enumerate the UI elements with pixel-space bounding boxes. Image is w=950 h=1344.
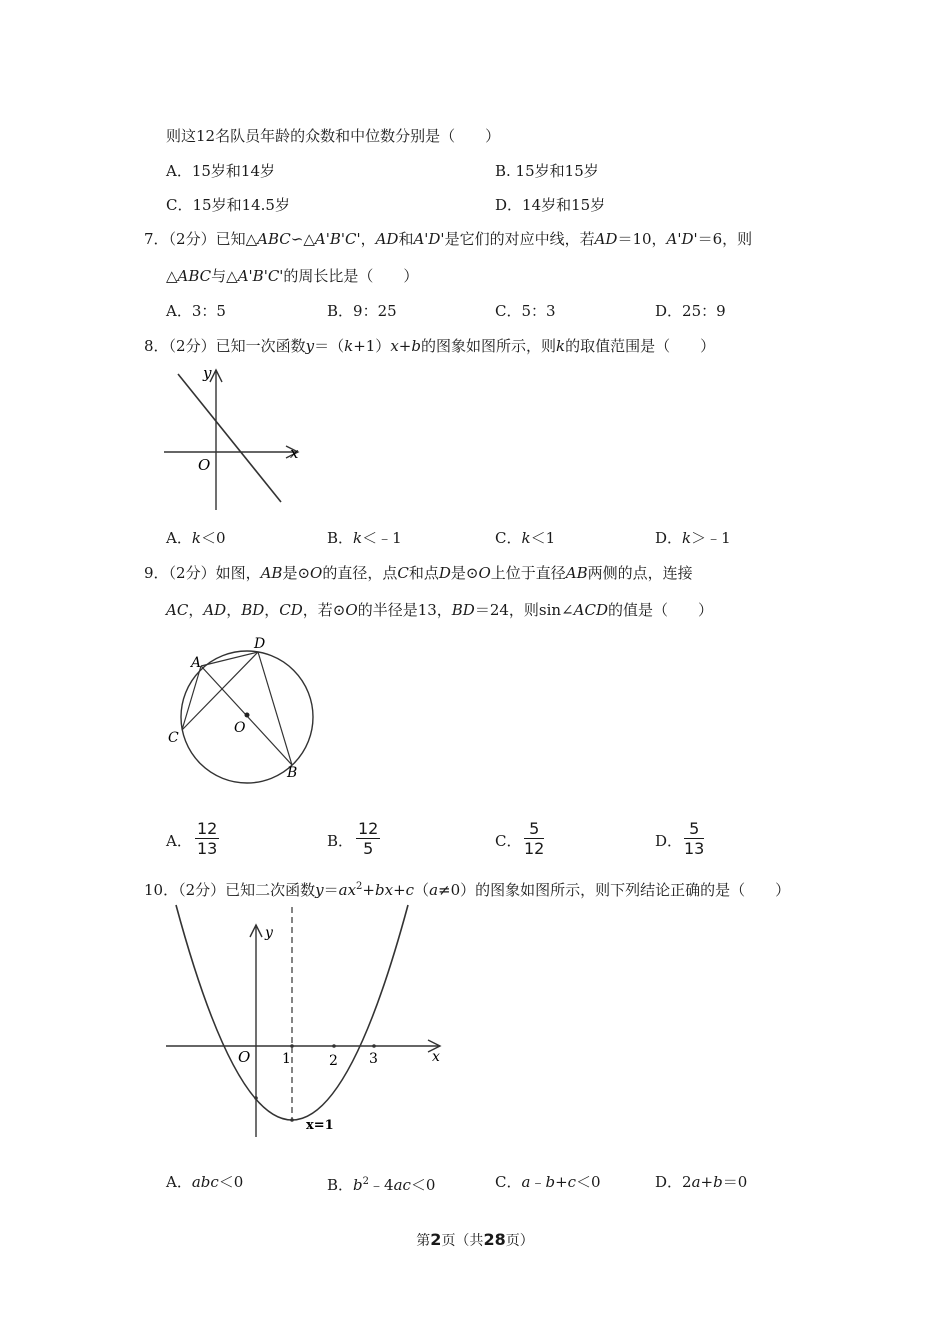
q8-option-d: D．k＞﹣1: [655, 529, 731, 547]
q9-option-b-fraction: $\frac{12}{5}$: [358, 819, 379, 858]
q9-option-b-label: B．: [327, 832, 354, 850]
q6-option-a: A．15岁和14岁: [166, 162, 276, 180]
q9-stem-line2: AC，AD，BD，CD，若⊙O的半径是13，BD＝24，则sin∠ACD的值是（ ）: [166, 601, 714, 619]
q6-option-d: D．14岁和15岁: [495, 196, 606, 214]
q10-tick-label-1: 1: [282, 1051, 291, 1067]
q9-option-d-fraction: $\frac{5}{13}$: [684, 819, 705, 858]
q10-x-label: x: [432, 1049, 440, 1065]
q10-symmetry-label: x=1: [306, 1118, 334, 1133]
q8-stem: 8．（2分）已知一次函数y＝（k+1）x+b的图象如图所示，则k的取值范围是（ ）: [144, 337, 716, 355]
q10-stem: 10．（2分）已知二次函数$y=ax^2+bx+c(a\ne 0)$的图象如图所示，则下列结论正确的是（ ）: [144, 881, 791, 899]
q6-stem: 则这12名队员年龄的众数和中位数分别是（ ）: [166, 127, 501, 145]
q9-label-d: D: [254, 636, 266, 652]
page-number: 2: [430, 1230, 442, 1249]
q7-option-a: A．3：5: [166, 302, 226, 320]
q9-label-b: B: [287, 765, 298, 781]
page-total: 28: [483, 1230, 506, 1249]
q10-option-c: C．a﹣b+c＜0: [495, 1173, 601, 1191]
q7-stem-line1: 7．（2分）已知△ABC∽△A'B'C'，AD和A'D'是它们的对应中线，若AD＝10，A'D'＝6，则: [144, 230, 753, 248]
q8-origin-label: O: [198, 456, 211, 474]
q9-option-c-label: C．: [495, 832, 522, 850]
q9-label-o: O: [234, 720, 246, 736]
q10-option-a: A．abc＜0: [166, 1173, 244, 1191]
q10-option-b: B．$b^2﹣4ac<0$: [327, 1176, 436, 1194]
q9-chord-ad: [201, 652, 258, 666]
q9-label-a: A: [191, 655, 202, 671]
q9-center-dot: [245, 713, 250, 718]
q10-origin-label: O: [238, 1048, 251, 1066]
q10-option-d: D．2a+b＝0: [655, 1173, 748, 1191]
q9-option-a-label: A．: [166, 832, 192, 850]
q10-parabola-graph: [160, 905, 450, 1145]
q10-y-intercept: [254, 1096, 258, 1100]
q9-chord-bd: [258, 652, 292, 765]
q6-option-b: B. 15岁和15岁: [495, 162, 599, 180]
q6-option-c: C．15岁和14.5岁: [166, 196, 290, 214]
q8-y-label: y: [203, 364, 212, 382]
q8-x-label: x: [290, 444, 299, 462]
q9-label-c: C: [168, 730, 179, 746]
q8-function-line: [178, 374, 281, 502]
q8-option-a: A．k＜0: [166, 529, 226, 547]
q7-stem-line2: △ABC与△A'B'C'的周长比是（ ）: [166, 267, 419, 285]
q8-option-c: C．k＜1: [495, 529, 556, 547]
q7-option-c: C．5：3: [495, 302, 556, 320]
q8-linear-graph: [160, 362, 310, 512]
q10-tick-label-2: 2: [329, 1053, 338, 1069]
q9-option-a-fraction: $\frac{12}{13}$: [197, 819, 218, 858]
q9-stem-line1: 9．（2分）如图，AB是⊙O的直径，点C和点D是⊙O上位于直径AB两侧的点，连接: [144, 564, 693, 582]
q7-option-b: B．9：25: [327, 302, 397, 320]
q10-vertex: [290, 1118, 294, 1122]
q8-option-b: B．k＜﹣1: [327, 529, 402, 547]
q9-circle-figure: [160, 630, 340, 790]
q10-y-label: y: [265, 925, 273, 941]
q7-option-d: D．25：9: [655, 302, 726, 320]
q10-tick-1: [290, 1044, 294, 1048]
q10-tick-label-3: 3: [369, 1051, 378, 1067]
q10-tick-2: [332, 1044, 336, 1048]
q10-tick-3: [372, 1044, 376, 1048]
q9-option-c-fraction: $\frac{5}{12}$: [524, 819, 545, 858]
page-footer: 第2页（共28页）: [416, 1230, 534, 1249]
q9-option-d-label: D．: [655, 832, 683, 850]
